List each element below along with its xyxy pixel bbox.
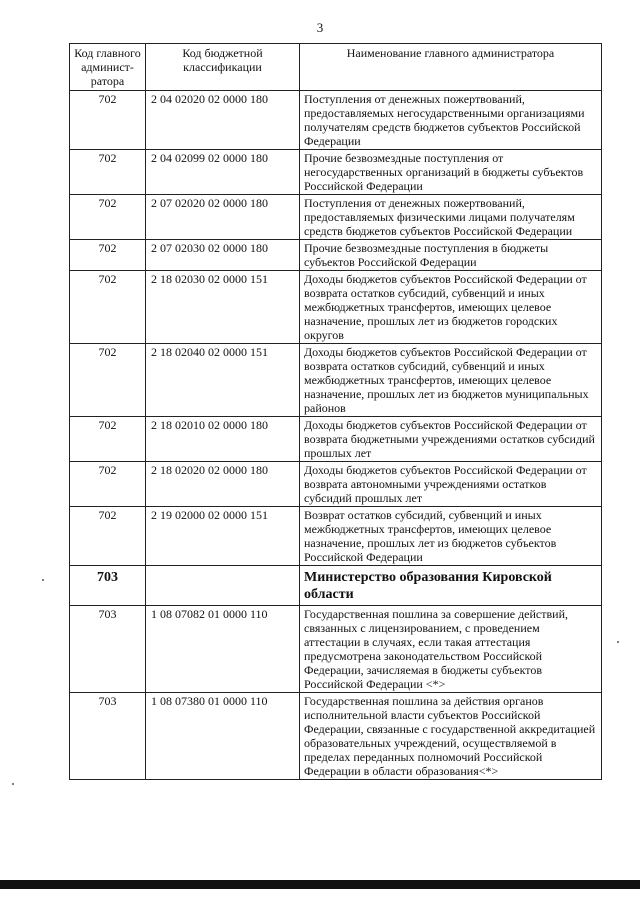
table-header-row <box>70 44 602 91</box>
budget-code-cell: 2 04 02020 02 0000 180 <box>146 91 300 150</box>
budget-code-cell: 2 19 02000 02 0000 151 <box>146 507 300 566</box>
table-row <box>70 693 602 780</box>
admin-name-cell: Государственная пошлина за действия органов исполнительной власти субъектов Российской Федерации, связанные с государственной аккредитацией образовательных учреждений, осуществляемой в пределах переданных полномочий Российской Федерации в области образования<*> <box>300 693 602 780</box>
admin-name-cell: Государственная пошлина за совершение действий, связанных с лицензированием, с проведением аттестации в случаях, если такая аттестация предусмотрена законодательством Российской Федерации, зачисляемая в бюджеты субъектов Российской Федерации <*> <box>300 606 602 693</box>
admin-code-cell: 702 <box>70 344 146 417</box>
table-row <box>70 606 602 693</box>
table-row <box>70 195 602 240</box>
scan-speck <box>42 579 44 581</box>
table-row <box>70 417 602 462</box>
admin-name-cell: Прочие безвозмездные поступления от негосударственных организаций в бюджеты субъектов Российской Федерации <box>300 150 602 195</box>
budget-classification-table <box>69 43 602 780</box>
budget-code-cell: 2 18 02020 02 0000 180 <box>146 462 300 507</box>
table-row <box>70 271 602 344</box>
table-row <box>70 240 602 271</box>
admin-name-cell: Доходы бюджетов субъектов Российской Федерации от возврата остатков субсидий, субвенций и иных межбюджетных трансфертов, имеющих целевое назначение, прошлых лет из бюджетов муниципальных районов <box>300 344 602 417</box>
budget-code-cell: 2 07 02020 02 0000 180 <box>146 195 300 240</box>
admin-code-cell: 703 <box>70 693 146 780</box>
admin-name-cell: Поступления от денежных пожертвований, предоставляемых физическими лицами получателям средств бюджетов субъектов Российской Федерации <box>300 195 602 240</box>
bottom-scan-border <box>0 880 640 889</box>
admin-code-cell: 702 <box>70 195 146 240</box>
budget-code-cell: 2 18 02040 02 0000 151 <box>146 344 300 417</box>
budget-code-cell: 2 07 02030 02 0000 180 <box>146 240 300 271</box>
admin-name-cell: Доходы бюджетов субъектов Российской Федерации от возврата бюджетными учреждениями остатков субсидий прошлых лет <box>300 417 602 462</box>
budget-code-cell <box>146 566 300 606</box>
budget-code-cell: 2 04 02099 02 0000 180 <box>146 150 300 195</box>
column-header-budget-code: Код бюджетной классификации <box>146 44 300 91</box>
table-body <box>70 91 602 780</box>
table-row <box>70 150 602 195</box>
admin-name-cell: Доходы бюджетов субъектов Российской Федерации от возврата остатков субсидий, субвенций и иных межбюджетных трансфертов, имеющих целевое назначение, прошлых лет из бюджетов городских округов <box>300 271 602 344</box>
budget-code-cell: 2 18 02030 02 0000 151 <box>146 271 300 344</box>
page-number: 3 <box>316 20 324 35</box>
admin-code-cell: 703 <box>70 566 146 606</box>
table-row <box>70 462 602 507</box>
admin-code-cell: 702 <box>70 507 146 566</box>
admin-name-cell: Доходы бюджетов субъектов Российской Федерации от возврата автономными учреждениями остатков субсидий прошлых лет <box>300 462 602 507</box>
admin-code-cell: 702 <box>70 150 146 195</box>
table-row <box>70 91 602 150</box>
admin-code-cell: 702 <box>70 462 146 507</box>
admin-code-cell: 702 <box>70 240 146 271</box>
admin-name-cell: Прочие безвозмездные поступления в бюджеты субъектов Российской Федерации <box>300 240 602 271</box>
admin-code-cell: 702 <box>70 271 146 344</box>
admin-code-cell: 702 <box>70 91 146 150</box>
admin-code-cell: 702 <box>70 417 146 462</box>
admin-code-cell: 703 <box>70 606 146 693</box>
admin-name-cell: Министерство образования Кировской области <box>300 566 602 606</box>
table-row <box>70 507 602 566</box>
table-row <box>70 344 602 417</box>
admin-name-cell: Поступления от денежных пожертвований, предоставляемых негосударственными организациями получателям средств бюджетов субъектов Российской Федерации <box>300 91 602 150</box>
budget-code-cell: 2 18 02010 02 0000 180 <box>146 417 300 462</box>
budget-code-cell: 1 08 07380 01 0000 110 <box>146 693 300 780</box>
section-header-row <box>70 566 602 606</box>
scan-speck <box>12 783 14 785</box>
column-header-admin-name: Наименование главного администратора <box>300 44 602 91</box>
column-header-admin-code: Код главного админист-ратора <box>70 44 146 91</box>
scan-speck <box>617 641 619 643</box>
admin-name-cell: Возврат остатков субсидий, субвенций и иных межбюджетных трансфертов, имеющих целевое назначение, прошлых лет из бюджетов субъектов Российской Федерации <box>300 507 602 566</box>
budget-code-cell: 1 08 07082 01 0000 110 <box>146 606 300 693</box>
